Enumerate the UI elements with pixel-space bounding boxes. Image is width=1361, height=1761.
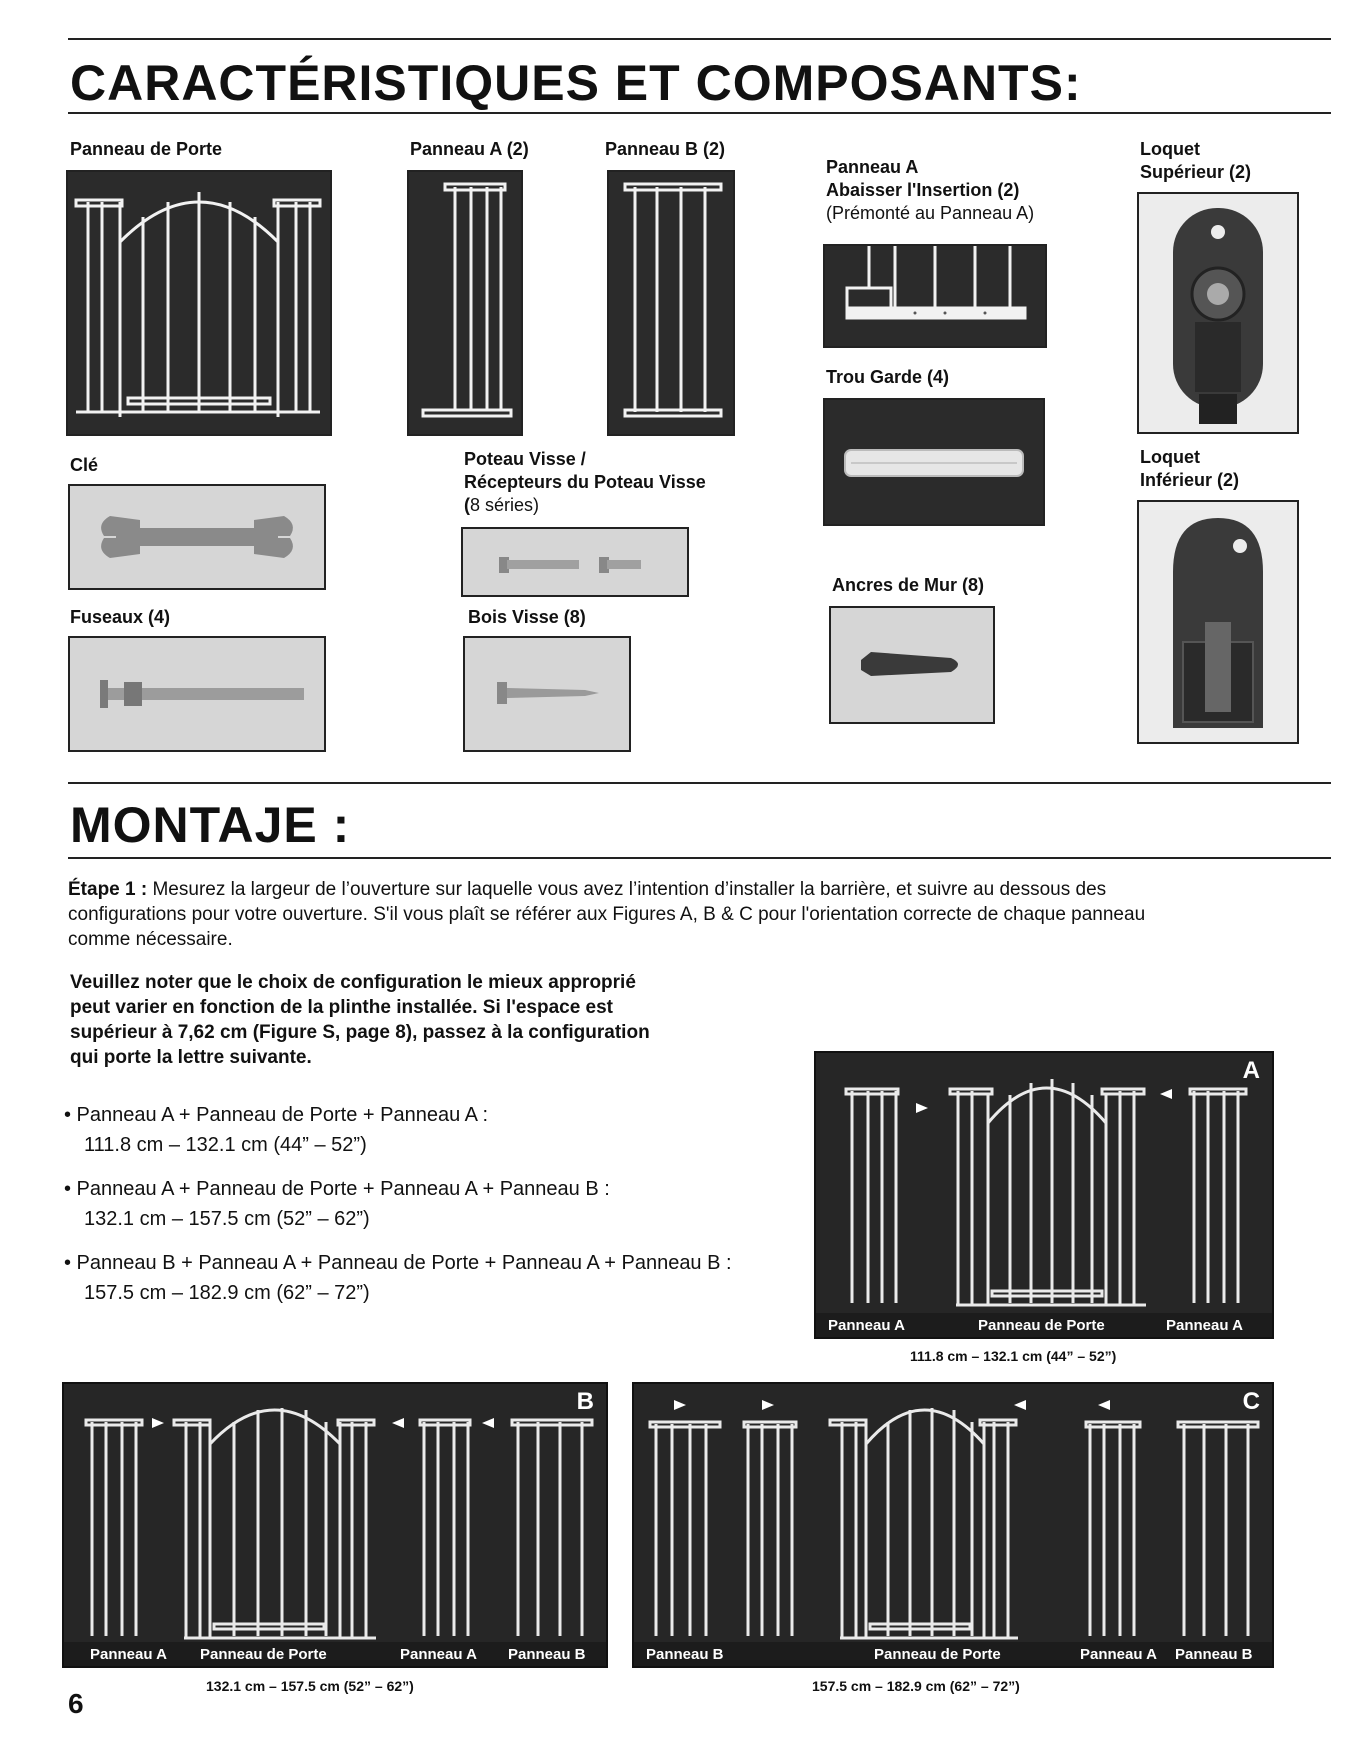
figure-c bbox=[632, 1382, 1274, 1668]
wall-anchor-illustration bbox=[831, 608, 993, 722]
figure-a-label-1: Panneau A bbox=[828, 1317, 905, 1334]
image-panneau-b bbox=[607, 170, 735, 436]
label-loquet-inf-1: Loquet bbox=[1140, 447, 1200, 467]
post-screw-illustration bbox=[463, 529, 687, 595]
image-fuseaux bbox=[68, 636, 326, 752]
figure-c-label-1: Panneau B bbox=[646, 1646, 724, 1663]
figure-c-range: 157.5 cm – 182.9 cm (62” – 72”) bbox=[812, 1678, 1020, 1694]
figure-c-label-2: Panneau de Porte bbox=[874, 1646, 1001, 1663]
lower-latch-illustration bbox=[1139, 502, 1297, 742]
panel-a-illustration bbox=[409, 172, 521, 434]
wood-screw-illustration bbox=[465, 638, 629, 750]
step-1-text: Mesurez la largeur de l’ouverture sur laquelle vous avez l’intention d’installer la barrière, et suivre au dessous des bbox=[147, 879, 1107, 900]
montaje-top-rule bbox=[68, 782, 1331, 784]
image-loquet-superieur bbox=[1137, 192, 1299, 434]
upper-latch-illustration bbox=[1139, 194, 1297, 432]
label-panneau-porte: Panneau de Porte bbox=[70, 139, 223, 159]
image-insert bbox=[823, 244, 1047, 348]
label-loquet-inf-2: Inférieur (2) bbox=[1140, 470, 1240, 490]
spindle-illustration bbox=[70, 638, 324, 750]
figure-a bbox=[814, 1051, 1274, 1339]
config-2-range: 132.1 cm – 157.5 cm (52” – 62”) bbox=[84, 1208, 370, 1230]
config-list bbox=[64, 1100, 732, 1308]
figure-c-letter: C bbox=[1242, 1388, 1260, 1415]
page-number: 6 bbox=[68, 1688, 84, 1719]
montaje-title: MONTAJE : bbox=[70, 797, 351, 853]
image-ancres bbox=[829, 606, 995, 724]
label-poteau-3-text: 8 séries) bbox=[470, 495, 540, 515]
step-1-label: Étape 1 : bbox=[68, 879, 148, 900]
label-insert-title: Panneau A bbox=[826, 157, 919, 177]
config-1-range: 111.8 cm – 132.1 cm (44” – 52”) bbox=[84, 1134, 367, 1156]
label-loquet-sup-1: Loquet bbox=[1140, 139, 1200, 159]
figure-b-letter: B bbox=[576, 1388, 594, 1415]
image-poteau-visse bbox=[461, 527, 689, 597]
figure-a-letter: A bbox=[1242, 1057, 1260, 1084]
features-title: CARACTÉRISTIQUES ET COMPOSANTS: bbox=[70, 55, 1082, 111]
image-trou-garde bbox=[823, 398, 1045, 526]
config-3-range: 157.5 cm – 182.9 cm (62” – 72”) bbox=[84, 1282, 370, 1304]
label-ancres: Ancres de Mur (8) bbox=[832, 575, 985, 595]
label-insert-sub: Abaisser l'Insertion (2) bbox=[826, 180, 1020, 200]
label-loquet-sup-2: Supérieur (2) bbox=[1140, 162, 1252, 182]
image-cle bbox=[68, 484, 326, 590]
figure-b-label-1: Panneau A bbox=[90, 1646, 167, 1663]
label-panneau-b: Panneau B (2) bbox=[605, 139, 726, 159]
step-1-line-2: configurations pour votre ouverture. S'il vous plaît se référer aux Figures A, B & C pour l'orientation correcte de chaque panneau bbox=[68, 904, 1146, 925]
config-1-title: • Panneau A + Panneau de Porte + Panneau A : bbox=[64, 1104, 489, 1126]
label-insert-note: (Prémonté au Panneau A) bbox=[826, 203, 1035, 223]
label-poteau-3 bbox=[464, 494, 539, 517]
label-poteau-3-paren: ( bbox=[464, 495, 470, 515]
config-3-title: • Panneau B + Panneau A + Panneau de Porte + Panneau A + Panneau B : bbox=[64, 1252, 732, 1274]
figure-b-label-2: Panneau de Porte bbox=[200, 1646, 327, 1663]
panel-b-illustration bbox=[609, 172, 733, 434]
label-bois-visse: Bois Visse (8) bbox=[468, 607, 586, 627]
config-note-line-4: qui porte la lettre suivante. bbox=[70, 1047, 312, 1068]
figure-b-label-4: Panneau B bbox=[508, 1646, 586, 1663]
step-1-line-3: comme nécessaire. bbox=[68, 929, 233, 950]
figure-b-label-3: Panneau A bbox=[400, 1646, 477, 1663]
label-fuseaux: Fuseaux (4) bbox=[70, 607, 171, 627]
figure-a-illustration bbox=[816, 1053, 1272, 1337]
figure-c-label-4: Panneau B bbox=[1175, 1646, 1253, 1663]
montaje-title-rule bbox=[68, 857, 1331, 859]
figure-c-label-3: Panneau A bbox=[1080, 1646, 1157, 1663]
top-rule bbox=[68, 38, 1331, 40]
image-loquet-inferieur bbox=[1137, 500, 1299, 744]
figure-a-label-3: Panneau A bbox=[1166, 1317, 1243, 1334]
insert-illustration bbox=[825, 246, 1045, 346]
image-bois-visse bbox=[463, 636, 631, 752]
config-note bbox=[70, 970, 650, 1070]
wrench-icon bbox=[70, 486, 324, 588]
features-title-rule bbox=[68, 112, 1331, 114]
figure-b bbox=[62, 1382, 608, 1668]
image-panneau-a bbox=[407, 170, 523, 436]
image-panneau-porte bbox=[66, 170, 332, 436]
label-poteau-1: Poteau Visse / bbox=[464, 449, 586, 469]
label-trou-garde: Trou Garde (4) bbox=[826, 367, 950, 387]
config-note-line-3: supérieur à 7,62 cm (Figure S, page 8), passez à la configuration bbox=[70, 1022, 650, 1043]
figure-a-range: 111.8 cm – 132.1 cm (44” – 52”) bbox=[910, 1348, 1117, 1364]
figure-a-label-2: Panneau de Porte bbox=[978, 1317, 1105, 1334]
label-cle: Clé bbox=[70, 455, 99, 475]
config-2-title: • Panneau A + Panneau de Porte + Panneau A + Panneau B : bbox=[64, 1178, 610, 1200]
gate-door-illustration bbox=[68, 172, 330, 434]
figure-b-illustration bbox=[64, 1384, 606, 1666]
step-1-line-1 bbox=[68, 877, 1338, 902]
step-1-paragraph bbox=[68, 877, 1338, 952]
hole-guard-illustration bbox=[825, 400, 1043, 524]
figure-c-illustration bbox=[634, 1384, 1272, 1666]
label-poteau-2: Récepteurs du Poteau Visse bbox=[464, 472, 706, 492]
config-note-line-1: Veuillez noter que le choix de configuration le mieux approprié bbox=[70, 972, 636, 993]
label-panneau-a: Panneau A (2) bbox=[410, 139, 529, 159]
figure-b-range: 132.1 cm – 157.5 cm (52” – 62”) bbox=[206, 1678, 414, 1694]
config-note-line-2: peut varier en fonction de la plinthe installée. Si l'espace est bbox=[70, 997, 614, 1018]
